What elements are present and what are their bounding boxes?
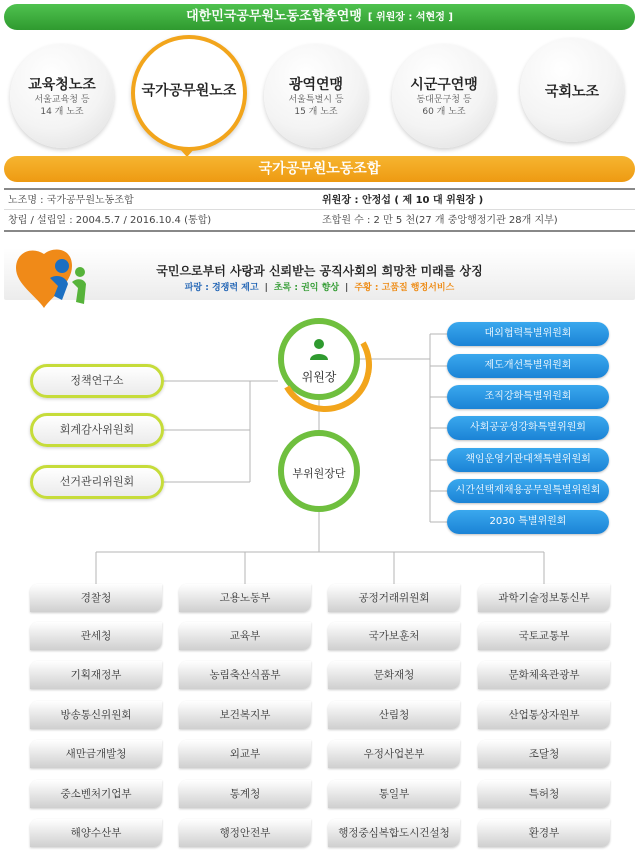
special-committee: 사회공공성강화특별위원회 xyxy=(447,416,609,440)
union-name: 시군구연맹 xyxy=(410,77,478,93)
federation-chair: [ 위원장 : 석현정 ] xyxy=(367,12,453,23)
union-sub2: 60 개 노조 xyxy=(422,107,466,117)
slogan-separator: | xyxy=(345,283,349,293)
ministry-branch: 방송통신위원회 xyxy=(30,701,162,729)
ministry-branch: 산림청 xyxy=(328,701,460,729)
chief-node xyxy=(278,318,360,400)
committee-election: 선거관리위원회 xyxy=(30,465,164,499)
ministry-branch: 공정거래위원회 xyxy=(328,584,460,612)
founded-field: 창립 / 설립일 : 2004.5.7 / 2016.10.4 (통합) xyxy=(8,215,212,226)
special-committee: 2030 특별위원회 xyxy=(447,510,609,534)
ministry-branch: 조달청 xyxy=(478,740,610,768)
ministry-branch: 통계청 xyxy=(179,780,311,808)
union-name: 교육청노조 xyxy=(28,77,96,93)
union-sub1: 서울특별시 등 xyxy=(288,95,344,105)
ministry-branch: 문화체육관광부 xyxy=(478,661,610,689)
ministry-branch: 행정중심복합도시건설청 xyxy=(328,819,460,847)
union-name-field: 노조명 : 국가공무원노동조합 xyxy=(8,195,134,206)
union-sub1: 서울교육청 등 xyxy=(34,95,90,105)
special-committee: 제도개선특별위원회 xyxy=(447,354,609,378)
ministry-branch: 국토교통부 xyxy=(478,622,610,650)
chief-label: 위원장 xyxy=(301,370,337,384)
union-name: 국가공무원노조 xyxy=(141,83,237,99)
ministry-branch: 관세청 xyxy=(30,622,162,650)
slogan-green: 초록 : 권익 향상 xyxy=(273,283,340,293)
ministry-branch: 국가보훈처 xyxy=(328,622,460,650)
ministry-branch: 환경부 xyxy=(478,819,610,847)
ministry-branch: 경찰청 xyxy=(30,584,162,612)
union-sub2: 15 개 노조 xyxy=(294,107,338,117)
chairman-field: 위원장 : 안정섭 ( 제 10 대 위원장 ) xyxy=(322,195,484,206)
ministry-branch: 고용노동부 xyxy=(179,584,311,612)
special-committee: 시간선택제채용공무원특별위원회 xyxy=(447,479,609,503)
federation-name: 대한민국공무원노동조합총연맹 xyxy=(186,9,362,24)
ministry-branch: 해양수산부 xyxy=(30,819,162,847)
ministry-branch: 과학기술정보통신부 xyxy=(478,584,610,612)
ministry-branch: 특허청 xyxy=(478,780,610,808)
ministry-branch: 보건복지부 xyxy=(179,701,311,729)
ministry-branch: 새만금개발청 xyxy=(30,740,162,768)
slogan-separator: | xyxy=(264,283,268,293)
committee-policy-institute: 정책연구소 xyxy=(30,364,164,398)
ministry-branch: 산업통상자원부 xyxy=(478,701,610,729)
org-banner: 국가공무원노동조합 xyxy=(4,156,635,182)
vice-label: 부위원장단 xyxy=(292,467,346,480)
slogan-main: 국민으로부터 사랑과 신뢰받는 공직사회의 희망찬 미래를 상징 xyxy=(156,264,483,278)
ministry-branch: 행정안전부 xyxy=(179,819,311,847)
person-icon xyxy=(308,338,330,360)
ministry-branch: 농림축산식품부 xyxy=(179,661,311,689)
union-sub2: 14 개 노조 xyxy=(40,107,84,117)
special-committee: 대외협력특별위원회 xyxy=(447,322,609,346)
ministry-branch: 우정사업본부 xyxy=(328,740,460,768)
special-committee: 조직강화특별위원회 xyxy=(447,385,609,409)
ministry-branch: 통일부 xyxy=(328,780,460,808)
ministry-branch: 문화재청 xyxy=(328,661,460,689)
ministry-branch: 외교부 xyxy=(179,740,311,768)
ministry-branch: 중소벤처기업부 xyxy=(30,780,162,808)
slogan-blue: 파랑 : 경쟁력 제고 xyxy=(184,283,259,293)
vice-node xyxy=(278,430,360,512)
ministry-branch: 교육부 xyxy=(179,622,311,650)
special-committee: 책임운영기관대책특별위원회 xyxy=(447,448,609,472)
slogan-orange: 주황 : 고품질 행정서비스 xyxy=(354,283,455,293)
union-name: 국회노조 xyxy=(544,84,600,100)
union-sub1: 동대문구청 등 xyxy=(416,95,472,105)
union-name: 광역연맹 xyxy=(288,77,344,93)
ministry-branch: 기획재정부 xyxy=(30,661,162,689)
members-field: 조합원 수 : 2 만 5 천(27 개 중앙행정기관 28개 지부) xyxy=(322,215,558,226)
committee-audit: 회계감사위원회 xyxy=(30,413,164,447)
